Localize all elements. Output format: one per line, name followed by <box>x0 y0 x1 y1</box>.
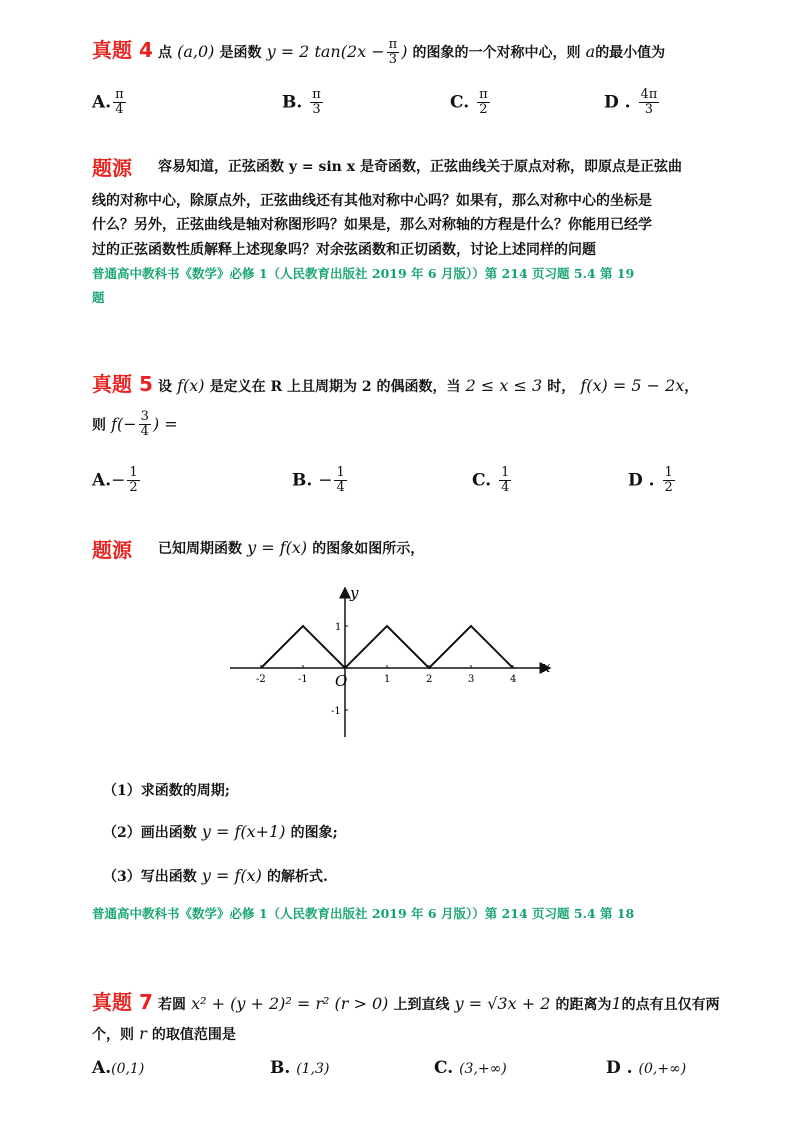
sub-question-number: （3） <box>103 869 141 885</box>
q5-text-c: 时， <box>547 379 576 395</box>
option-fraction <box>113 88 126 118</box>
sub-question-func: y = f(x) <box>201 866 262 885</box>
q4-option-a[interactable] <box>92 88 128 118</box>
sub-question-text: 写出函数 <box>140 869 197 885</box>
option-label: B. <box>270 1058 291 1078</box>
question-7-stem-line-2 <box>92 1024 236 1044</box>
y-tick-label: 1 <box>335 622 342 633</box>
option-label: D . <box>604 92 631 113</box>
question-5-tag: 真题 5 <box>92 372 153 396</box>
question-5-ask <box>92 410 178 440</box>
option-label: B. <box>292 470 313 491</box>
option-sign: − <box>111 470 126 491</box>
question-4-tag: 真题 4 <box>92 38 153 62</box>
source-5-tag: 题源 <box>92 538 132 562</box>
frac-num: 1 <box>664 465 673 480</box>
q5-option-b[interactable] <box>292 466 349 496</box>
q7-text-f: 的取值范围是 <box>151 1027 236 1043</box>
option-fraction <box>499 466 511 496</box>
q4-frac-den: 3 <box>388 52 398 67</box>
q7-text-b: 上到直线 <box>393 997 450 1013</box>
q4-text-d: 的最小值为 <box>595 45 666 61</box>
option-label: A. <box>92 470 112 491</box>
q5-f2: f(x) = 5 − 2x <box>580 376 685 395</box>
option-label: D . <box>628 470 655 491</box>
q4-var: a <box>585 42 596 61</box>
q7-text-c: 的距离为 <box>555 997 612 1013</box>
sub-question-text-b: 的图象; <box>290 825 338 841</box>
q5-then: 则 <box>92 417 106 434</box>
x-axis-label: x <box>542 658 551 676</box>
option-value: (0,1) <box>111 1061 145 1077</box>
q5-ask-fraction <box>139 410 151 440</box>
q7-circle-equation: x² + (y + 2)² = r² (r > 0) <box>191 994 389 1013</box>
y-tick-label: -1 <box>331 706 341 717</box>
q4-option-c[interactable] <box>450 88 492 118</box>
x-tick-label: 4 <box>510 674 517 685</box>
q4-option-b[interactable] <box>282 88 325 118</box>
q4-text-b: 是函数 <box>219 45 262 61</box>
option-fraction <box>639 88 660 118</box>
option-fraction <box>127 466 139 496</box>
x-tick-label: 3 <box>468 674 475 685</box>
option-value: (3,+∞) <box>459 1061 507 1077</box>
option-fraction <box>310 88 323 118</box>
option-fraction <box>477 88 490 118</box>
origin-label: O <box>335 672 348 690</box>
q5-text-a: 设 <box>157 379 172 395</box>
function-curve <box>261 626 513 668</box>
sub-question-number: （2） <box>103 825 141 841</box>
question-4-stem <box>92 34 665 67</box>
question-7-tag: 真题 7 <box>92 990 153 1014</box>
src5-text-b: 的图象如图所示， <box>312 541 425 557</box>
option-label: C. <box>450 92 470 113</box>
frac-den: 2 <box>129 480 138 496</box>
y-axis-label: y <box>350 584 359 602</box>
source-4-line-1: 容易知道，正弦函数 y = sin x 是奇函数，正弦曲线关于原点对称，即原点是正弦曲 <box>158 159 682 175</box>
frac-den: 4 <box>336 480 345 496</box>
sub-question-text: 求函数的周期; <box>140 783 230 799</box>
frac-den: 4 <box>140 424 149 440</box>
option-sign: − <box>318 470 333 491</box>
q7-option-a[interactable] <box>92 1058 144 1078</box>
option-fraction <box>334 466 346 496</box>
q5-ask-left: f(− <box>111 414 137 434</box>
frac-num: 1 <box>336 465 345 480</box>
q7-option-d[interactable] <box>606 1058 686 1078</box>
q5-option-c[interactable] <box>472 466 513 496</box>
q4-point: (a,0) <box>177 42 215 61</box>
q4-text-a: 点 <box>157 45 172 61</box>
sub-question-2 <box>103 822 338 842</box>
source-4-reference-cont: 题 <box>92 290 105 305</box>
source-5-stem <box>158 538 424 558</box>
q5-ask-right: ) = <box>152 414 178 434</box>
q4-function-right: ) <box>401 42 408 61</box>
q7-option-b[interactable] <box>270 1058 329 1078</box>
option-label: C. <box>434 1058 454 1078</box>
option-value: (1,3) <box>296 1061 330 1077</box>
q4-option-d[interactable] <box>604 88 661 118</box>
option-label: B. <box>282 92 303 113</box>
x-tick-label: 2 <box>426 674 433 685</box>
q5-f1: f(x) <box>177 376 205 395</box>
q7-distance: 1 <box>611 994 622 1013</box>
frac-den: 4 <box>115 102 124 118</box>
frac-den: 3 <box>312 102 321 118</box>
q4-text-c: 的图象的一个对称中心，则 <box>412 45 581 61</box>
q5-option-a[interactable] <box>92 466 142 496</box>
option-value: (0,+∞) <box>638 1061 687 1077</box>
sub-question-1 <box>103 780 230 800</box>
q5-text-d: ， <box>684 379 699 395</box>
option-label: A. <box>92 1058 112 1078</box>
q4-function-fraction <box>387 38 400 68</box>
periodic-function-graph <box>220 582 560 742</box>
frac-num: 3 <box>140 409 149 424</box>
question-7-stem <box>92 986 720 1015</box>
x-tick-label: 1 <box>384 674 391 685</box>
q7-text-d: 的点有且仅有两 <box>621 997 720 1013</box>
x-tick-label: -1 <box>298 674 308 685</box>
q5-text-b: 是定义在 R 上且周期为 2 的偶函数，当 <box>209 379 461 395</box>
source-4-tag: 题源 <box>92 156 132 180</box>
source-4-reference: 普通高中教科书《数学》必修 1（人民教育出版社 2019 年 6 月版））第 214 页习题 5.4 第 19 <box>92 266 635 281</box>
src5-text-a: 已知周期函数 <box>158 541 242 557</box>
frac-num: π <box>115 87 124 102</box>
sub-question-number: （1） <box>103 783 141 799</box>
option-label: D . <box>606 1058 633 1078</box>
frac-num: 1 <box>501 465 510 480</box>
option-fraction <box>663 466 675 496</box>
q7-line-equation: y = √3x + 2 <box>454 994 551 1013</box>
question-5-stem <box>92 368 698 397</box>
q4-frac-num: π <box>388 36 398 52</box>
source-4-line-3: 什么？另外，正弦曲线是轴对称图形吗？如果是，那么对称轴的方程是什么？你能用已经学 <box>92 217 652 233</box>
frac-den: 2 <box>664 480 673 496</box>
sub-question-text-b: 的解析式. <box>266 869 328 885</box>
sub-question-func: y = f(x+1) <box>201 822 286 841</box>
q5-option-d[interactable] <box>628 466 677 496</box>
sub-question-text: 画出函数 <box>140 825 197 841</box>
src5-func: y = f(x) <box>247 538 308 557</box>
q7-text-e: 个，则 <box>92 1027 134 1043</box>
x-tick-label: -2 <box>256 674 266 685</box>
frac-num: 4π <box>640 87 658 102</box>
frac-num: π <box>312 87 321 102</box>
frac-den: 4 <box>501 480 510 496</box>
source-5-reference: 普通高中教科书《数学》必修 1（人民教育出版社 2019 年 6 月版））第 214 页习题 5.4 第 18 <box>92 906 635 921</box>
q4-function-left: y = 2 tan(2x − <box>266 42 385 61</box>
q7-text-a: 若圆 <box>157 997 186 1013</box>
source-4-line-4: 过的正弦函数性质解释上述现象吗？对余弦函数和正切函数，讨论上述同样的问题 <box>92 242 596 258</box>
q7-option-c[interactable] <box>434 1058 507 1078</box>
option-label: A. <box>92 92 112 113</box>
q7-var: r <box>139 1024 147 1043</box>
frac-den: 3 <box>644 102 654 118</box>
frac-num: 1 <box>129 465 138 480</box>
frac-den: 2 <box>479 102 488 118</box>
source-4-line-2: 线的对称中心，除原点外，正弦曲线还有其他对称中心吗？如果有，那么对称中心的坐标是 <box>92 193 652 209</box>
frac-num: π <box>479 87 488 102</box>
sub-question-3 <box>103 866 328 886</box>
option-label: C. <box>472 470 492 491</box>
q5-condition: 2 ≤ x ≤ 3 <box>465 376 543 395</box>
